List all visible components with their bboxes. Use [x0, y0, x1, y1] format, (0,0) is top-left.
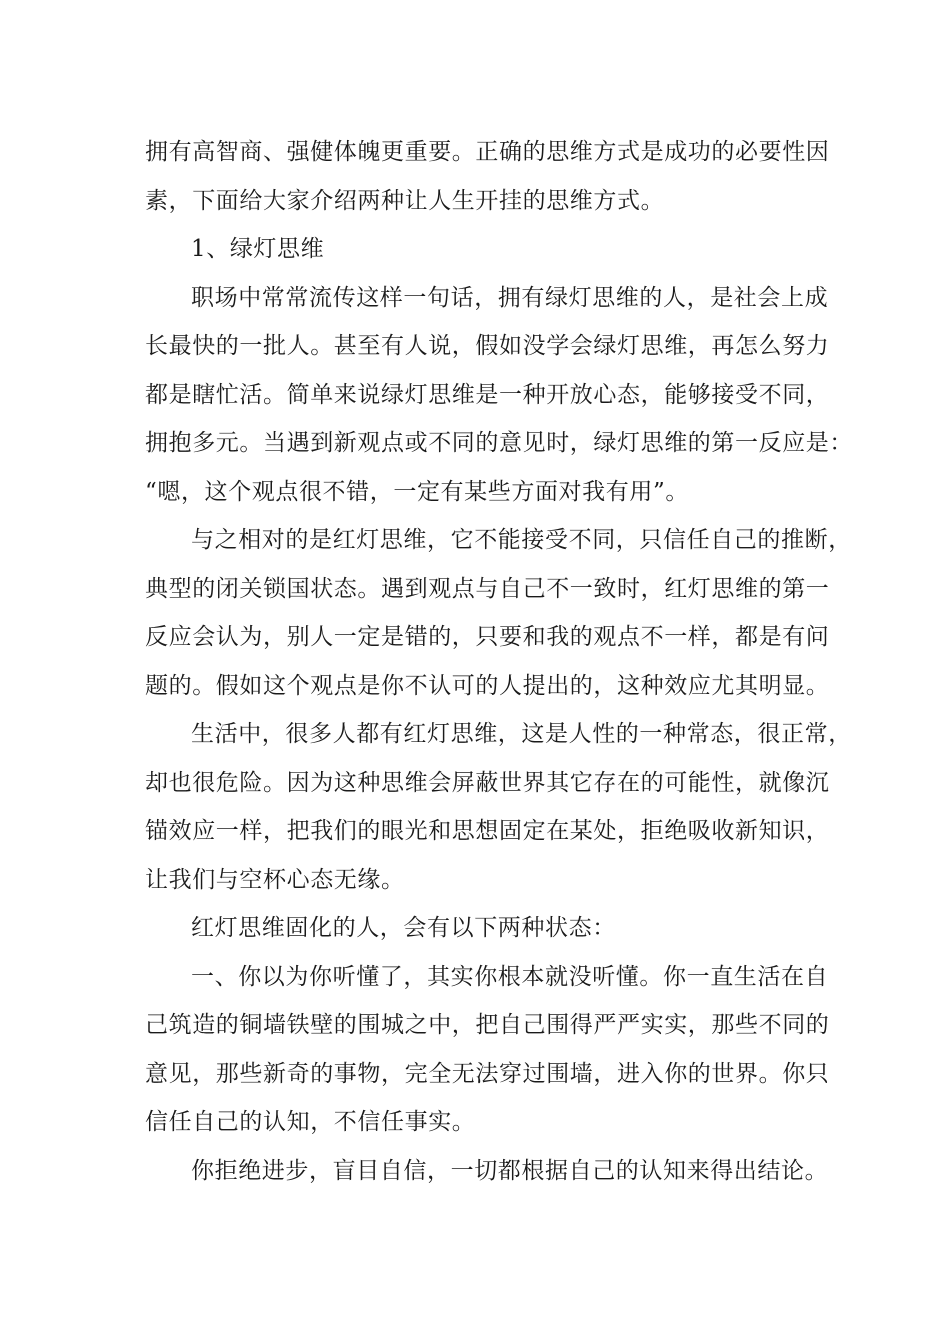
text-line: 红灯思维固化的人，会有以下两种状态： — [191, 915, 616, 941]
text-line: 生活中，很多人都有红灯思维，这是人性的一种常态，很正常， — [191, 721, 852, 747]
text-line: 拥有高智商、强健体魄更重要。正确的思维方式是成功的必要性因 — [145, 139, 830, 165]
text-line: 信任自己的认知，不信任事实。 — [145, 1109, 476, 1135]
text-line: 题的。假如这个观点是你不认可的人提出的，这种效应尤其明显。 — [145, 672, 830, 699]
text-line: 意见，那些新奇的事物，完全无法穿过围墙，进入你的世界。你只 — [145, 1060, 830, 1087]
text-line: “嗯，这个观点很不错，一定有某些方面对我有用”。 — [145, 478, 689, 505]
text-line: 反应会认为，别人一定是错的，只要和我的观点不一样，都是有问 — [145, 624, 830, 650]
text-line: 典型的闭关锁国状态。遇到观点与自己不一致时，红灯思维的第一 — [145, 575, 830, 602]
text-line: 1、绿灯思维 — [191, 236, 325, 262]
text-line: 一、你以为你听懂了，其实你根本就没听懂。你一直生活在自 — [191, 963, 829, 990]
text-line: 己筑造的铜墙铁壁的围城之中，把自己围得严严实实，那些不同的 — [145, 1012, 830, 1038]
text-line: 却也很危险。因为这种思维会屏蔽世界其它存在的可能性，就像沉 — [145, 769, 830, 796]
text-line: 素，下面给大家介绍两种让人生开挂的思维方式。 — [145, 187, 665, 214]
text-line: 与之相对的是红灯思维，它不能接受不同，只信任自己的推断， — [191, 527, 852, 553]
text-line: 都是瞎忙活。简单来说绿灯思维是一种开放心态，能够接受不同， — [145, 381, 830, 408]
text-line: 长最快的一批人。甚至有人说，假如没学会绿灯思维，再怎么努力 — [145, 333, 830, 359]
text-line: 让我们与空杯心态无缘。 — [145, 866, 405, 893]
text-line: 拥抱多元。当遇到新观点或不同的意见时，绿灯思维的第一反应是： — [145, 430, 853, 456]
text-line: 锚效应一样，把我们的眼光和思想固定在某处，拒绝吸收新知识， — [145, 818, 830, 844]
text-line: 你拒绝进步，盲目自信，一切都根据自己的认知来得出结论。 — [191, 1157, 829, 1184]
text-line: 职场中常常流传这样一句话，拥有绿灯思维的人，是社会上成 — [191, 284, 829, 311]
document-body — [145, 128, 853, 1195]
